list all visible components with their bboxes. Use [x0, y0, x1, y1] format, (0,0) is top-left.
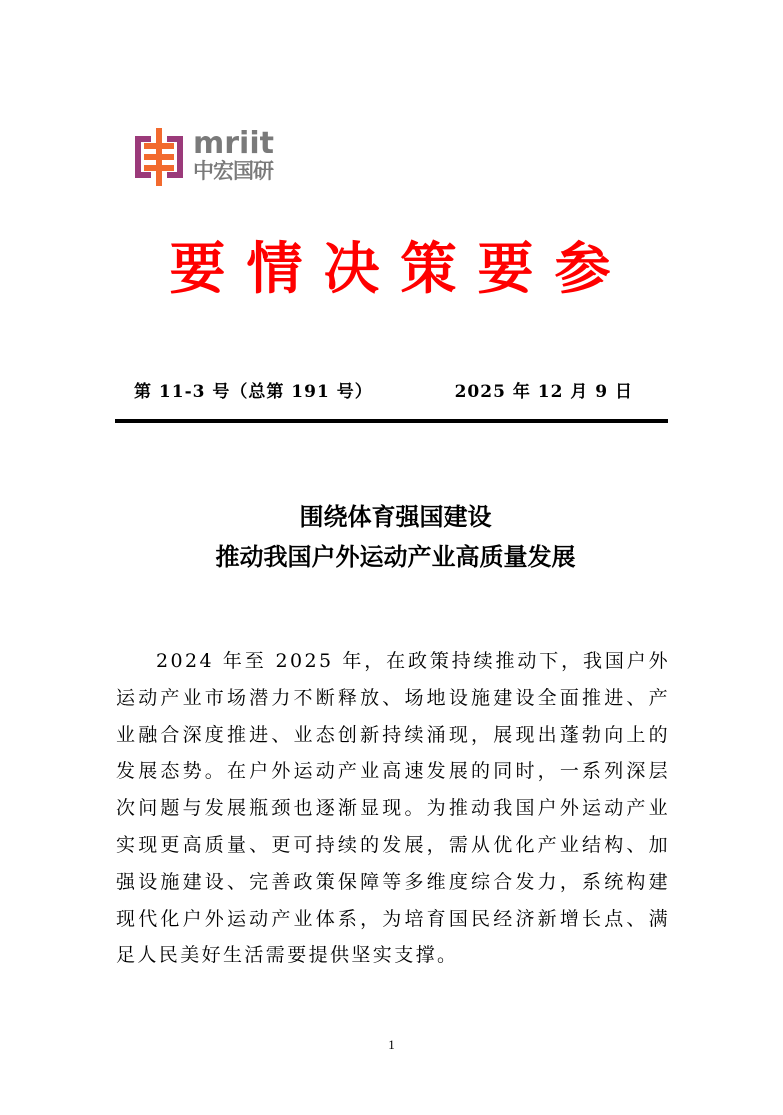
- issue-number: 第 11-3 号（总第 191 号）: [134, 382, 373, 402]
- logo-text: [193, 128, 274, 186]
- logo: [131, 128, 274, 186]
- article-paragraph: 2024 年至 2025 年，在政策持续推动下，我国户外运动产业市场潜力不断释放、场地设施建设全面推进、产业融合深度推进、业态创新持续涌现，展现出蓬勃向上的发展态势。在户外运动产业高速发展的同时，一系列深层次问题与发展瓶颈也逐渐显现。为推动我国户外运动产业实现更高质量、更可持续的发展，需从优化产业结构、加强设施建设、完善政策保障等多维度综合发力，系统构建现代化户外运动产业体系，为培育国民经济新增长点、满足人民美好生活需要提供坚实支撑。: [116, 650, 670, 967]
- header-divider: [115, 419, 668, 423]
- issue-row: [134, 380, 633, 404]
- article-title: [0, 497, 783, 577]
- masthead-title: 要情决策要参: [169, 237, 632, 302]
- article-title-line-2: 推动我国户外运动产业高质量发展: [215, 542, 576, 571]
- logo-name-cn: 中宏国研: [193, 159, 273, 183]
- logo-name-en: mriit: [193, 126, 274, 161]
- mriit-logo-icon: [131, 128, 187, 186]
- issue-date: 2025 年 12 月 9 日: [454, 382, 633, 402]
- page-number: 1: [388, 1037, 395, 1052]
- article-title-line-1: 围绕体育强国建设: [299, 502, 492, 531]
